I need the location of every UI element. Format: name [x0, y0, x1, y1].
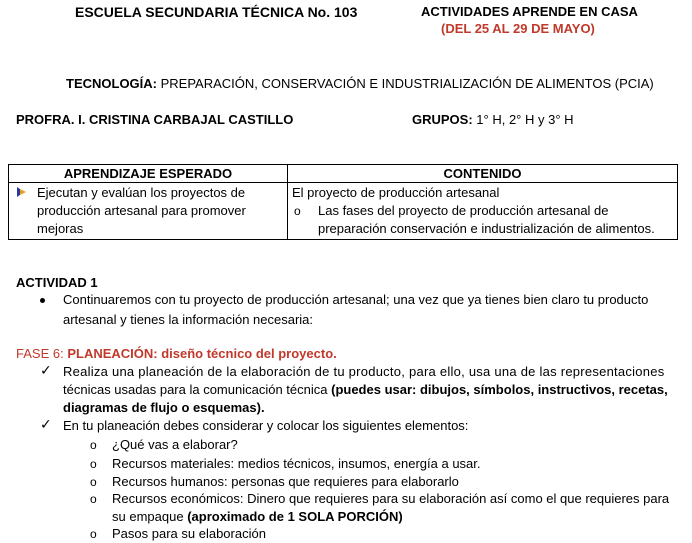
circle-bullet-icon: o	[90, 438, 97, 452]
activity-title: ACTIVIDAD 1	[16, 275, 98, 290]
list-item: Recursos materiales: medios técnicos, insumos, energía a usar.	[112, 456, 481, 471]
aprendizaje-line: mejoras	[37, 221, 84, 236]
phase-label: FASE 6:	[16, 346, 64, 361]
phase-heading	[16, 346, 337, 361]
list-item: Recursos humanos: personas que requieres para elaborarlo	[112, 474, 459, 489]
circle-bullet-icon: o	[90, 475, 97, 489]
aprendizaje-line: Ejecutan y evalúan los proyectos de	[37, 185, 246, 200]
check1-line2	[63, 382, 668, 397]
activities-dates: (DEL 25 AL 29 DE MAYO)	[441, 21, 595, 36]
school-name: ESCUELA SECUNDARIA TÉCNICA No. 103	[75, 4, 358, 20]
bullet-icon	[40, 298, 45, 303]
list-item-continuation-bold: (aproximado de 1 SOLA PORCIÓN)	[187, 509, 403, 524]
table-header-aprendizaje: APRENDIZAJE ESPERADO	[9, 165, 288, 183]
check1-line: Realiza una planeación de la elaboración de tu producto, para ello, usa una de las representaciones	[63, 364, 665, 379]
list-item: ¿Qué vas a elaborar?	[112, 437, 238, 452]
list-item: Pasos para su elaboración	[112, 526, 266, 541]
circle-bullet-icon: o	[294, 204, 301, 218]
aprendizaje-line: producción artesanal para promover	[37, 203, 246, 218]
table-header-contenido: CONTENIDO	[288, 165, 678, 183]
groups-label: GRUPOS:	[412, 112, 473, 127]
learning-table	[8, 164, 678, 240]
groups-line	[412, 112, 574, 127]
activity-line: Continuaremos con tu proyecto de producción artesanal; una vez que ya tienes bien claro tu producto	[63, 292, 649, 307]
list-item-continuation	[112, 509, 403, 524]
subject-line	[66, 76, 654, 91]
contenido-item	[292, 202, 673, 220]
check2-line: En tu planeación debes considerar y colocar los siguientes elementos:	[63, 418, 469, 433]
check1-line2-text: técnicas usadas para la comunicación técnica	[63, 382, 328, 397]
list-item: Recursos económicos: Dinero que requieres para su elaboración así como el que requieres para	[112, 491, 670, 506]
aprendizaje-cell	[9, 183, 288, 240]
subject-value: PREPARACIÓN, CONSERVACIÓN E INDUSTRIALIZACIÓN DE ALIMENTOS (PCIA)	[160, 76, 654, 91]
activities-title: ACTIVIDADES APRENDE EN CASA	[421, 4, 638, 19]
contenido-item-line: preparación conservación e industrialización de alimentos.	[318, 221, 655, 236]
circle-bullet-icon: o	[90, 457, 97, 471]
table-header-row	[9, 165, 678, 183]
circle-bullet-icon: o	[90, 492, 97, 506]
contenido-item-line: Las fases del proyecto de producción artesanal de	[318, 203, 609, 218]
subject-label: TECNOLOGÍA:	[66, 76, 157, 91]
circle-bullet-icon: o	[90, 527, 97, 541]
activity-line: artesanal y tienes la información necesaria:	[63, 312, 314, 327]
check1-line2-bold: (puedes usar: dibujos, símbolos, instructivos, recetas,	[331, 382, 668, 397]
groups-value: 1° H, 2° H y 3° H	[476, 112, 574, 127]
phase-title: PLANEACIÓN: diseño técnico del proyecto.	[67, 346, 337, 361]
checkmark-icon: ✓	[40, 362, 52, 378]
list-item-continuation-text: su empaque	[112, 509, 184, 524]
contenido-title: El proyecto de producción artesanal	[292, 185, 500, 200]
checkmark-icon: ✓	[40, 416, 52, 432]
arrow-bullet-icon	[15, 185, 29, 199]
check1-line3: diagramas de flujo o esquemas).	[63, 400, 265, 415]
teacher-name: PROFRA. I. CRISTINA CARBAJAL CASTILLO	[16, 112, 294, 127]
table-row	[9, 183, 678, 240]
contenido-cell	[288, 183, 678, 240]
